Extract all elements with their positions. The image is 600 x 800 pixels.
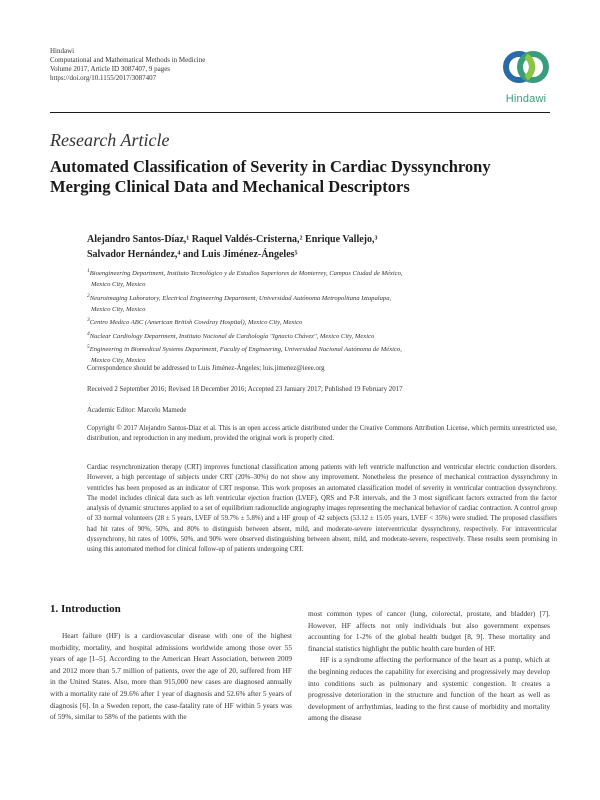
paragraph: Heart failure (HF) is a cardiovascular disease with one of the highest morbidity, mortality, and hospital admissions worldwide among those over 55 years of age [1–5]. According to the American Heart Association, between 2009 and 2012 more than 5.7 million of patients, over the age of 20, suffered from HF in the United States. Also, more than 915,000 new cases are diagnosed annually with a mortality rate of 29.6% after 1 year of diagnosis and 52.6% after 5 years of diagnosis [6]. In a Sweden report, the case-fatality rate of HF within 5 years was of 59%, similar to 58% of the patients with the (50, 631, 292, 722)
affiliation-item: $^4$Nuclear Cardiology Department, Instituto Nacional de Cardiología "Ignacio Chávez", Mexico City, Mexico (87, 330, 375, 340)
article-title: Automated Classification of Severity in Cardiac Dyssynchrony Merging Clinical Data and Mechanical Descriptors (50, 157, 491, 196)
paragraph: HF is a syndrome affecting the performance of the heart as a pump, which at the beginning reduces the capability for exercising and progressively may develop into conditions such as pulmonary and systemic congestion. It creates a progressive deterioration in the structure and function of the heart as well as development of arrhythmias, leading to the first cause of morbidity and mortality among the disease (308, 655, 550, 723)
article-dates: Received 2 September 2016; Revised 18 December 2016; Accepted 23 January 2017; Published 19 February 2017 (87, 386, 403, 393)
body-column-right (308, 608, 550, 724)
publisher-name: Hindawi (50, 47, 75, 55)
affiliation-item-cont: Mexico City, Mexico (91, 281, 146, 289)
copyright-notice: Copyright © 2017 Alejandro Santos-Díaz et al. This is an open access article distributed under the Creative Commons Attribution License, which permits unrestricted use, distribution, and reproduction in any medium, provided the original work is properly cited. (87, 425, 557, 442)
journal-name: Computational and Mathematical Methods in Medicine (50, 56, 206, 64)
author-list (87, 232, 557, 262)
affiliations (87, 266, 557, 367)
authors-line-1: Alejandro Santos-Díaz,¹ Raquel Valdés-Cristerna,² Enrique Vallejo,³ (87, 234, 378, 245)
paragraph: most common types of cancer (lung, colorectal, prostate, and bladder) [7]. However, HF affects not only individuals but also government expenses accounting for 1-2% of the global health budget [8, 9]. These mortality and financial statistics highlight the public health care burden of HF. (308, 609, 550, 653)
abstract: Cardiac resynchronization therapy (CRT) improves functional classification among patients with left ventricle malfunction and ventricular electric conduction disorders. However, a high percentage of subjects under CRT (20%–30%) do not show any improvement. Nonetheless the presence of mechanical contraction dyssynchrony in ventricles has been proposed as an indicator of CRT response. This work proposes an automated classification model of severity in ventricular contraction dyssynchrony. The model includes clinical data such as left ventricular ejection fraction (LVEF), QRS and P-R intervals, and the 3 most significant factors extracted from the factor analysis of dynamic structures applied to a set of equilibrium radionuclide angiography images representing the mechanical behavior of cardiac contraction. A control group of 33 normal volunteers (28 ± 5 years, LVEF of 59.7% ± 5.8%) and a HF group of 42 subjects (53.12 ± 15.05 years, LVEF < 35%) were studied. The proposed classifiers had hit rates of 90%, 50%, and 80% to distinguish between absent, mild, and moderate-severe interventricular dyssynchrony, respectively. For intraventricular dyssynchrony, hit rates of 100%, 50%, and 90% were observed distinguishing between absent, mild, and moderate-severe, respectively. These results seem promising in using this automated method for clinical follow-up of patients undergoing CRT. (87, 464, 557, 554)
affiliation-item: $^3$Centro Medico ABC (American British Cowdray Hospital), Mexico City, Mexico (87, 317, 303, 327)
volume-info: Volume 2017, Article ID 3087407, 9 pages (50, 65, 171, 73)
correspondence: Correspondence should be addressed to Luis Jiménez-Ángeles; luis.jimenez@ieee.org (87, 365, 325, 372)
section-heading: 1. Introduction (50, 603, 121, 615)
affiliation-item-cont: Mexico City, Mexico (91, 357, 146, 365)
authors-line-2: Salvador Hernández,⁴ and Luis Jiménez-Ángeles⁵ (87, 249, 298, 260)
header-divider (50, 112, 550, 113)
affiliation-item: $^5$Engineering in Biomedical Systems Department, Faculty of Engineering, Universidad Nacional Autónoma de México, (87, 343, 402, 354)
journal-header (50, 47, 350, 83)
affiliation-item: $^2$Neuroimaging Laboratory, Electrical Engineering Department, Universidad Autónoma Metropolitana Iztapalapa, (87, 292, 392, 302)
hindawi-logo-icon (500, 45, 552, 96)
academic-editor: Academic Editor: Marcelo Mamede (87, 407, 187, 414)
affiliation-item: $^1$Bioengineering Department, Instituto Tecnológico y de Estudios Superiores de Monterrey, Campus Ciudad de México, (87, 268, 403, 278)
hindawi-logo-text: Hindawi (505, 93, 547, 105)
body-column-left (50, 630, 292, 723)
affiliation-item-cont: Mexico City, Mexico (91, 305, 146, 313)
article-type: Research Article (50, 130, 170, 150)
doi-link[interactable]: https://doi.org/10.1155/2017/3087407 (50, 74, 157, 82)
